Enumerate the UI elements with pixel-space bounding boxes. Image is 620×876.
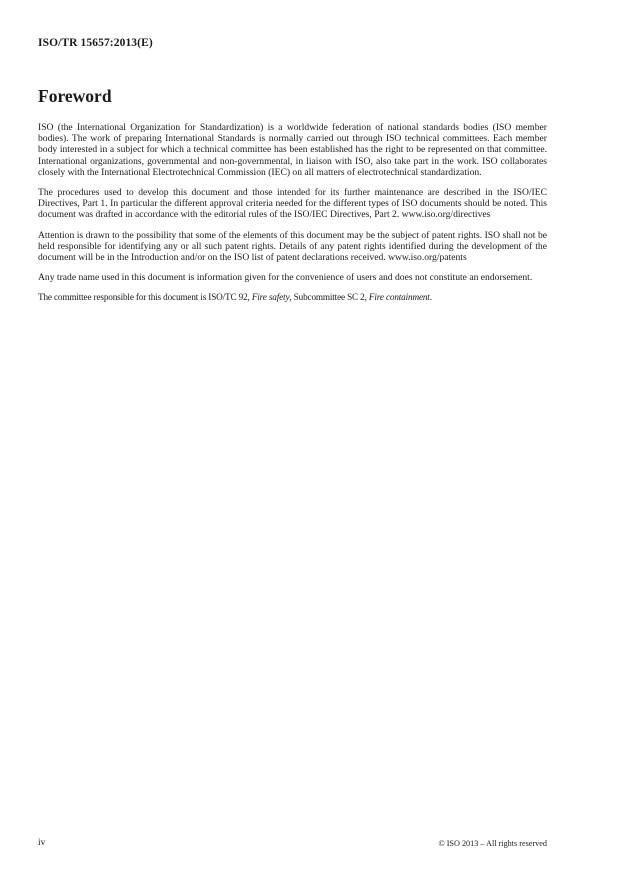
page-number: iv <box>38 838 46 848</box>
paragraph-iso-intro: ISO (the International Organization for Standardization) is a worldwide federation of national standards bodies (ISO member bodies). The work of preparing International Standards is normally carried out through ISO technical committees. Each member body interested in a subject for which a technical committee has been established has the right to be represented on that committee. International organizations, governmental and non-governmental, in liaison with ISO, also take part in the work. ISO collaborates closely with the International Electrotechnical Commission (IEC) on all matters of electrotechnical standardization. <box>38 122 547 178</box>
committee-suffix: . <box>429 292 432 303</box>
paragraph-committee <box>38 292 547 303</box>
committee-tc-name: Fire safety <box>251 292 290 303</box>
committee-sc-name: Fire containment <box>368 292 430 303</box>
page-title: Foreword <box>38 86 112 106</box>
foreword-body <box>38 122 547 313</box>
copyright-notice: © ISO 2013 – All rights reserved <box>438 839 547 848</box>
paragraph-procedures: The procedures used to develop this document and those intended for its further maintenance are described in the ISO/IEC Directives, Part 1. In particular the different approval criteria needed for the different types of ISO documents should be noted. This document was drafted in accordance with the editorial rules of the ISO/IEC Directives, Part 2. www.iso.org/directives <box>38 187 547 221</box>
committee-middle: , Subcommittee SC 2, <box>289 292 369 303</box>
committee-prefix: The committee responsible for this document is ISO/TC 92, <box>38 292 252 303</box>
paragraph-patents: Attention is drawn to the possibility that some of the elements of this document may be the subject of patent rights. ISO shall not be held responsible for identifying any or all such patent rights. Details of any patent rights identified during the development of the document will be in the Introduction and/or on the ISO list of patent declarations received. www.iso.org/patents <box>38 229 547 264</box>
document-id-header: ISO/TR 15657:2013(E) <box>38 37 153 49</box>
paragraph-trade-name: Any trade name used in this document is information given for the convenience of users and does not constitute an endorsement. <box>38 272 533 284</box>
